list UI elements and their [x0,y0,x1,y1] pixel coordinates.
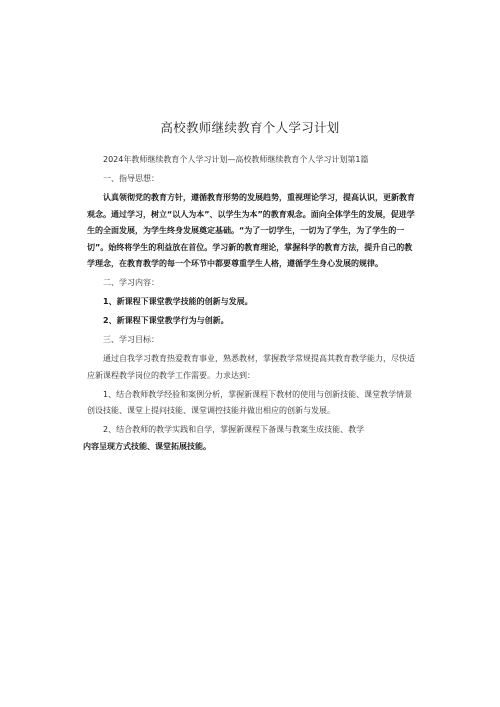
goal-item-2-continued: 内容呈现方式技能、课堂拓展技能。 [83,441,211,451]
section-heading-1: 一、指导思想： [103,174,159,183]
goal-item-1: 1、结合教师教学经验和案例分析，掌握新课程下教材的使用与创新技能、课堂教学情景创设技能、课堂上提问技能、课堂调控技能并做出相应的创新与发展。 [87,389,413,415]
section-heading-3: 三、学习目标： [103,335,159,344]
document-title: 高校教师继续教育个人学习计划 [160,120,340,135]
goal-item-2: 2、结合教师的教学实践和自学，掌握新课程下备课与教案生成技能、教学 [103,425,365,434]
content-item-1: 1、新课程下课堂教学技能的创新与发展。 [103,297,253,306]
section-heading-2: 二、学习内容： [103,278,159,287]
subtitle-line: 2024年教师继续教育个人学习计划—高校教师继续教育个人学习计划第1篇 [103,155,369,164]
paragraph-guiding-ideology: 认真领彻党的教育方针，遵循教育形势的发展趋势，重视理论学习，提高认识，更新教育观念。通过学习，树立“以人为本”、以学生为本”的教育观念。面向全体学生的发展，促进学生的全面发展，为学生终身发展奠定基础。“为了一切学生，一切为了学生，为了学生的一切”。始终将学生的利益放在首位。学习新的教育理论，掌握科学的教育方法，提升自己的教学理念，在教育教学的每一个环节中都要尊重学生人格，遵循学生身心发展的规律。 [87,193,415,268]
content-item-2: 2、新课程下课堂教学行为与创新。 [103,316,229,325]
document-body [83,152,417,458]
paragraph-goals-intro: 通过自我学习教育热爱教育事业，熟悉教材，掌握教学常规提高其教育教学能力，尽快适应新课程教学岗位的教学工作需要。力求达到： [87,354,415,380]
